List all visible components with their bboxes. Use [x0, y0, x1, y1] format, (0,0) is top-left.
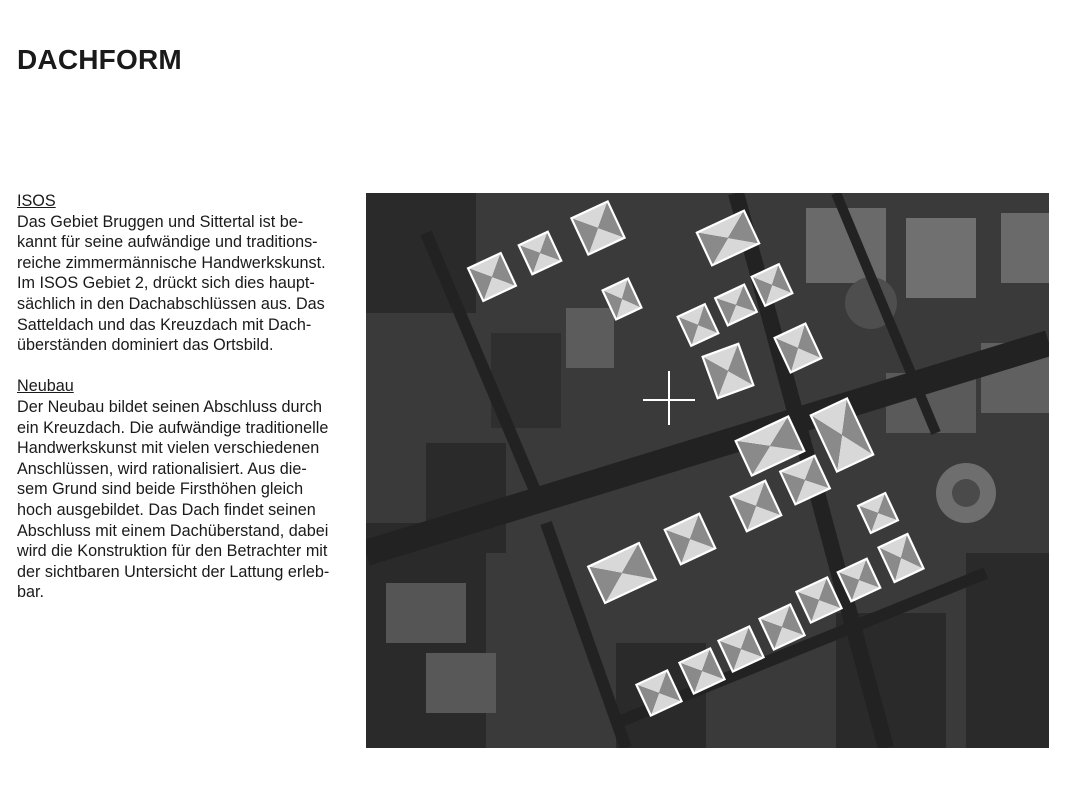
neubau-heading: Neubau — [17, 377, 74, 396]
neubau-line: Der Neubau bildet seinen Abschluss durch — [17, 397, 323, 416]
text-column — [17, 191, 357, 603]
neubau-line: hoch ausgebildet. Das Dach findet seinen — [17, 500, 316, 519]
page-title: DACHFORM — [17, 44, 182, 75]
isos-heading: ISOS — [17, 192, 56, 210]
neubau-line: bar. — [17, 583, 44, 602]
neubau-line: Abschluss mit einem Dachüberstand, dabei — [17, 521, 329, 540]
isos-line: kannt für seine aufwändige und traditions- — [17, 233, 318, 252]
isos-line: sächlich in den Dachabschlüssen aus. Das — [17, 294, 325, 313]
isos-section — [17, 191, 357, 356]
isos-line: überständen dominiert das Ortsbild. — [17, 336, 274, 355]
neubau-line: sem Grund sind beide Firsthöhen gleich — [17, 480, 304, 499]
neubau-section — [17, 376, 357, 603]
isos-line: Das Gebiet Bruggen und Sittertal ist be- — [17, 212, 304, 231]
neubau-line: Handwerkskunst mit vielen verschiedenen — [17, 439, 320, 458]
isos-line: Satteldach und das Kreuzdach mit Dach- — [17, 315, 312, 334]
paragraph-spacer — [17, 356, 357, 377]
neubau-line: ein Kreuzdach. Die aufwändige traditionelle — [17, 418, 329, 437]
aerial-photo — [366, 193, 1049, 748]
neubau-line: wird die Konstruktion für den Betrachter mit — [17, 542, 328, 561]
isos-line: Im ISOS Gebiet 2, drückt sich dies haupt- — [17, 274, 315, 293]
aerial-photo-svg — [366, 193, 1049, 748]
neubau-line: der sichtbaren Untersicht der Lattung erleb- — [17, 562, 330, 581]
neubau-line: Anschlüssen, wird rationalisiert. Aus die- — [17, 459, 307, 478]
isos-line: reiche zimmermännische Handwerkskunst. — [17, 253, 326, 272]
